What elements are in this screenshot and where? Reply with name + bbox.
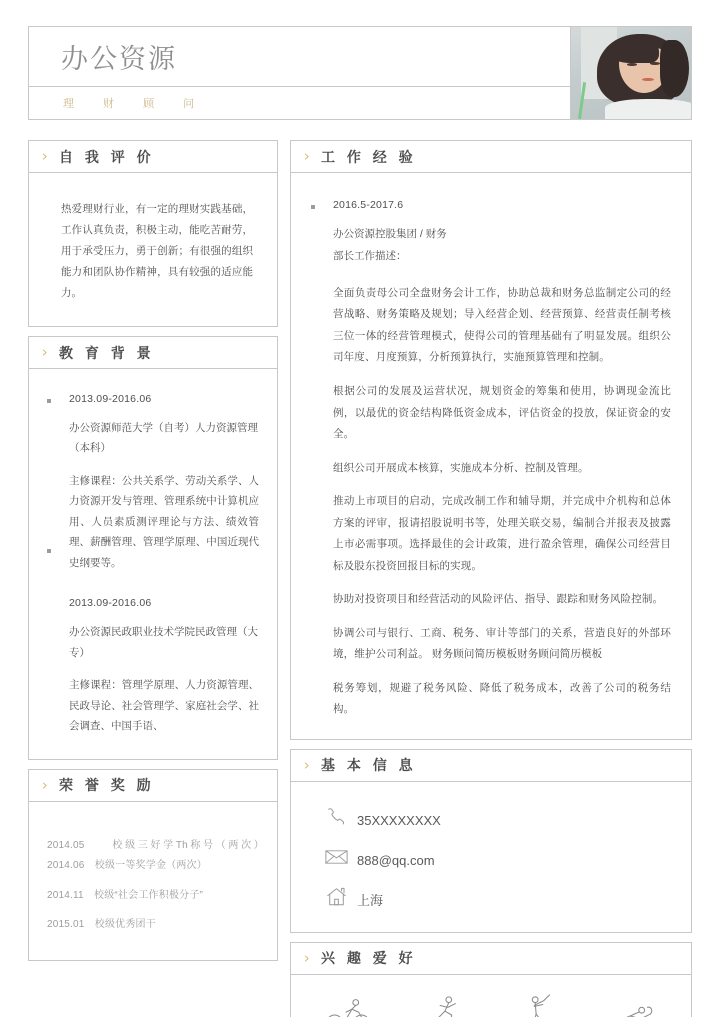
- chevron-right-icon: ›: [304, 147, 310, 165]
- work-role-label: 部长工作描述：: [333, 250, 407, 263]
- section-body-hobbies: [290, 975, 692, 1017]
- section-header-self-evaluation: [28, 140, 278, 173]
- section-body-basic-info: [290, 782, 692, 933]
- section-body-education: [28, 369, 278, 760]
- contact-list: [309, 800, 673, 926]
- contact-phone[interactable]: [323, 804, 498, 830]
- phone-icon: [323, 804, 349, 830]
- honor-item: 2015.01 校级优秀团干: [47, 919, 156, 931]
- email-value: 888@qq.com: [357, 853, 435, 869]
- right-column: [290, 140, 692, 1017]
- section-title: 荣 誉 奖 励: [59, 778, 155, 795]
- page-title: 办公资源: [61, 44, 177, 75]
- self-evaluation-text: 热爱理财行业，有一定的理财实践基础，工作认真负责，积极主动，能吃苦耐劳，用于承受压力，勇于创新；有很强的组织能力和团队协作精神，具有较强的适应能力。: [61, 203, 253, 299]
- honor-item: 2014.05 校级三好学Th称号（两次） 2014.06 校级一等奖学金（两次）: [47, 839, 270, 872]
- phone-value: 35XXXXXXXX: [357, 813, 441, 829]
- hobby-icon-row: [291, 975, 691, 1017]
- education-courses: 主修课程：公共关系学、劳动关系学、人力资源开发与管理、管理系统中计算机应用、人员素质测评理论与方法、绩效管理、薪酬管理、管理学原理、中国近现代史纲要等。: [69, 474, 259, 569]
- section-title: 工 作 经 验: [321, 149, 417, 166]
- section-header-honors: [28, 769, 278, 802]
- chevron-right-icon: ›: [42, 343, 48, 361]
- section-header-hobbies: [290, 942, 692, 975]
- header-subtitle-row: [29, 87, 570, 119]
- section-basic-info: [290, 749, 692, 933]
- avatar-shirt: [605, 99, 691, 119]
- section-body-work-experience: [290, 173, 692, 740]
- work-date: 2016.5-2017.6: [333, 199, 404, 211]
- chevron-right-icon: ›: [42, 775, 48, 794]
- header-subtitle: 理 财 顾 问: [63, 98, 208, 110]
- section-work-experience: [290, 140, 692, 740]
- work-paragraph: 税务筹划，规避了税务风险、降低了税务成本，改善了公司的税务结构。: [333, 681, 671, 716]
- work-entry: [311, 199, 671, 721]
- swimming-icon: [607, 991, 661, 1017]
- header-text-block: [28, 26, 570, 120]
- work-paragraph: 推动上市项目的启动，完成改制工作和辅导期，并完成中介机构和总体方案的评审，报请招股说明书等，处理关联交易，编制合并报表及披露上市必需事项。选择最佳的会计政策，进行盈余管理，确保公司经营目标及股东投资回报目标的实现。: [333, 495, 671, 572]
- work-paragraph: 协助对投资项目和经营活动的风险评估、指导、跟踪和财务风险控制。: [333, 593, 664, 606]
- education-date: 2013.09-2016.06: [69, 597, 152, 610]
- timeline-bullet-icon: [311, 205, 315, 209]
- section-honors: [28, 769, 278, 961]
- avatar-eye-left: [627, 63, 637, 66]
- work-company: 办公资源控股集团 / 财务: [333, 228, 447, 240]
- work-paragraph: 根据公司的发展及运营状况，规划资金的筹集和使用，协调现金流比例，以最优的资金结构降低资金成本，评估资金的投放，保证资金的安全。: [333, 385, 671, 441]
- section-title: 基 本 信 息: [321, 758, 417, 775]
- work-paragraph: 组织公司开展成本核算，实施成本分析、控制及管理。: [333, 461, 589, 474]
- skating-icon: [417, 991, 471, 1017]
- section-header-work-experience: [290, 140, 692, 173]
- header-name-row: [29, 27, 570, 87]
- section-hobbies: [290, 942, 692, 1017]
- honor-item: 2014.11 校级“社会工作积极分子”: [47, 889, 204, 901]
- section-title: 教 育 背 景: [59, 345, 155, 362]
- section-education: [28, 336, 278, 760]
- cycling-icon: [322, 991, 376, 1017]
- timeline-bullet-icon: [47, 399, 51, 403]
- section-body-honors: [28, 802, 278, 961]
- avatar-eye-right: [650, 62, 660, 65]
- contact-email[interactable]: [323, 844, 518, 870]
- chevron-right-icon: ›: [304, 755, 310, 774]
- education-institution: 办公资源民政职业技术学院民政管理（大专）: [69, 626, 258, 659]
- education-courses: 主修课程：管理学原理、人力资源管理、民政导论、社会管理学、家庭社会学、社会调查、中国手语、: [69, 679, 259, 733]
- work-paragraph: 全面负责母公司全盘财务会计工作，协助总裁和财务总监制定公司的经营战略、财务策略及规划；导入经营企划、经营预算、经营责任制考核三位一体的经营管理模式，使得公司的管理基础有了明显发展。组织公司年度、月度预算，分析预算执行，实施预算管理和控制。: [333, 286, 671, 364]
- chevron-right-icon: ›: [42, 147, 48, 165]
- chevron-right-icon: ›: [304, 948, 310, 967]
- avatar-hair-side: [660, 40, 689, 97]
- education-date: 2013.09-2016.06: [69, 393, 152, 405]
- section-body-self-evaluation: [28, 173, 278, 327]
- section-title: 自 我 评 价: [59, 149, 155, 166]
- section-header-basic-info: [290, 749, 692, 782]
- section-title: 兴 趣 爱 好: [321, 951, 417, 968]
- home-icon: [323, 884, 349, 910]
- section-self-evaluation: [28, 140, 278, 327]
- avatar-lips: [642, 78, 654, 82]
- timeline-bullet-icon: [47, 549, 51, 553]
- resume-header: [28, 26, 692, 120]
- contact-location[interactable]: [323, 884, 669, 910]
- location-value: 上海: [357, 893, 384, 909]
- education-institution: 办公资源师范大学（自考）人力资源管理（本科）: [69, 422, 258, 455]
- avatar-image: [571, 27, 691, 119]
- left-column: [28, 140, 278, 970]
- golf-icon: [512, 991, 566, 1017]
- education-entry: [47, 597, 259, 736]
- envelope-icon: [323, 844, 349, 870]
- avatar: [570, 26, 692, 120]
- section-header-education: [28, 336, 278, 369]
- work-paragraph: 协调公司与银行、工商、税务、审计等部门的关系，营造良好的外部环境，维护公司利益。 财务顾问简历模板财务顾问简历模板: [333, 626, 671, 661]
- education-entry: [47, 393, 259, 573]
